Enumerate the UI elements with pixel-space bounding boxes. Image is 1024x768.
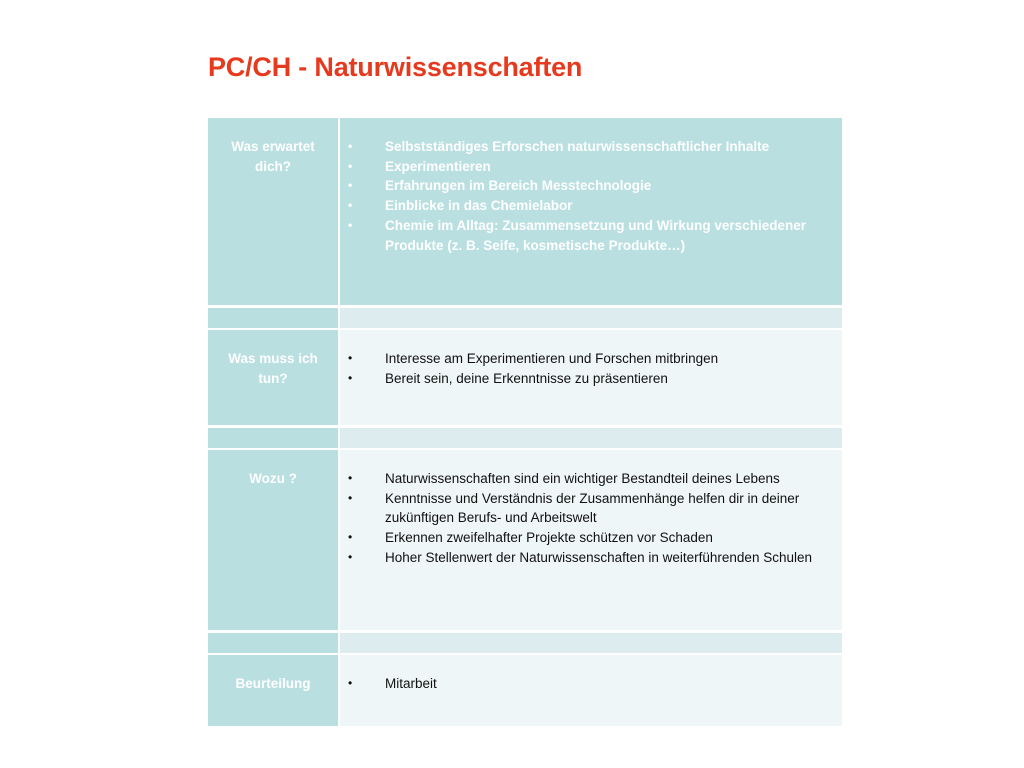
list-item: • Einblicke in das Chemielabor — [340, 196, 836, 216]
row-label-line: tun? — [258, 371, 288, 386]
table-separator — [208, 630, 842, 655]
separator-cell — [340, 308, 842, 328]
list-item: • Chemie im Alltag: Zusammensetzung und Wirkung verschiedener Produkte (z. B. Seife, kosmetische Produkte…) — [340, 216, 836, 255]
list-item: • Bereit sein, deine Erkenntnisse zu präsentieren — [340, 369, 836, 389]
list-item: • Hoher Stellenwert der Naturwissenschaften in weiterführenden Schulen — [340, 548, 836, 568]
table-separator — [208, 305, 842, 330]
table-row-assessment — [208, 655, 842, 726]
list-item: • Interesse am Experimentieren und Forschen mitbringen — [340, 349, 836, 369]
row-label-line: Beurteilung — [235, 676, 311, 691]
row-label-line: dich? — [255, 159, 291, 174]
info-table — [208, 118, 842, 726]
row-label — [208, 655, 340, 726]
list-item: • Kenntnisse und Verständnis der Zusammenhänge helfen dir in deiner zukünftigen Berufs- und Arbeitswelt — [340, 489, 836, 528]
table-separator — [208, 425, 842, 450]
separator-cell — [208, 308, 340, 328]
list-item: • Mitarbeit — [340, 674, 836, 694]
separator-cell — [208, 428, 340, 448]
table-row-expectations — [208, 118, 842, 305]
table-row-purpose — [208, 450, 842, 630]
separator-cell — [340, 428, 842, 448]
row-content — [340, 118, 842, 305]
list-item: • Erkennen zweifelhafter Projekte schützen vor Schaden — [340, 528, 836, 548]
row-label-line: Wozu ? — [249, 471, 297, 486]
list-item: • Selbstständiges Erforschen naturwissenschaftlicher Inhalte — [340, 137, 836, 157]
table-row-tasks — [208, 330, 842, 425]
list-item: • Naturwissenschaften sind ein wichtiger Bestandteil deines Lebens — [340, 469, 836, 489]
row-label-line: Was erwartet — [231, 139, 315, 154]
row-label — [208, 450, 340, 630]
page-title: PC/CH - Naturwissenschaften — [208, 52, 583, 82]
row-label-line: Was muss ich — [228, 351, 318, 366]
row-label — [208, 118, 340, 305]
row-label — [208, 330, 340, 425]
list-item: • Experimentieren — [340, 157, 836, 177]
separator-cell — [208, 633, 340, 653]
row-content — [340, 330, 842, 425]
row-content — [340, 655, 842, 726]
row-content — [340, 450, 842, 630]
separator-cell — [340, 633, 842, 653]
list-item: • Erfahrungen im Bereich Messtechnologie — [340, 176, 836, 196]
